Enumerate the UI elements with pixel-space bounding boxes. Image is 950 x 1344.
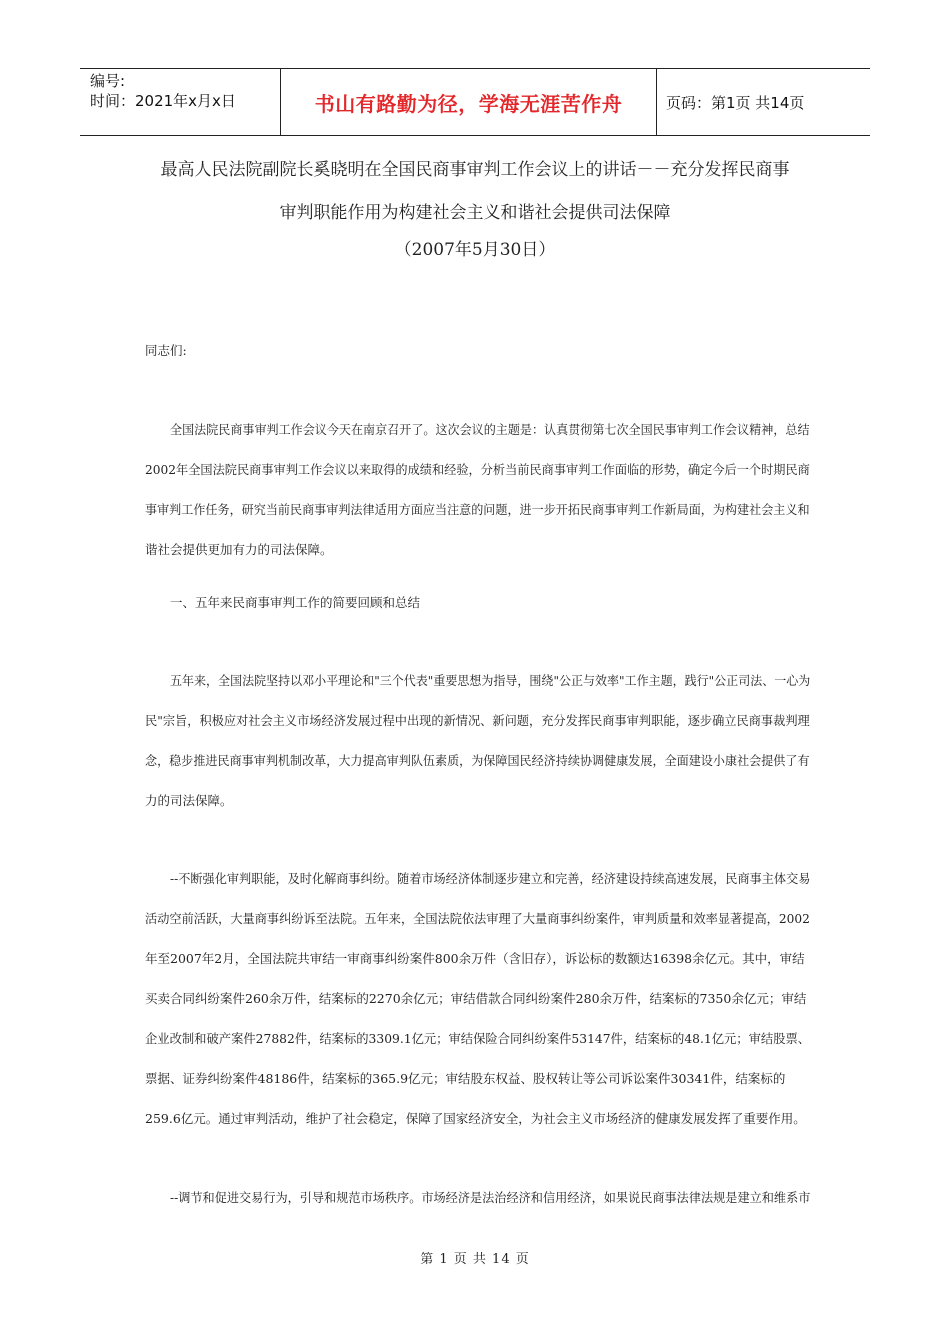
paragraph-3-line: 买卖合同纠纷案件260余万件，结案标的2270余亿元；审结借款合同纠纷案件280余万件，结案标的7350余亿元；审结 (145, 991, 807, 1006)
document-header (80, 68, 870, 136)
time-label: 时间：2021年x月x日 (90, 92, 236, 110)
paragraph-3-line: 票据、证券纠纷案件48186件，结案标的365.9亿元；审结股东权益、股权转让等公司诉讼案件30341件，结案标的 (145, 1071, 786, 1086)
title-line-2: 审判职能作用为构建社会主义和谐社会提供司法保障 (279, 203, 671, 223)
header-page-cell (657, 69, 870, 135)
paragraph-1-line: 事审判工作任务，研究当前民商事审判法律适用方面应当注意的问题，进一步开拓民商事审判工作新局面，为构建社会主义和 (145, 502, 810, 517)
paragraph-3-line: 活动空前活跃，大量商事纠纷诉至法院。五年来，全国法院依法审理了大量商事纠纷案件，审判质量和效率显著提高，2002 (145, 911, 810, 926)
salutation: 同志们: (145, 343, 187, 358)
paragraph-3-line: 企业改制和破产案件27882件，结案标的3309.1亿元；审结保险合同纠纷案件53147件，结案标的48.1亿元；审结股票、 (145, 1031, 811, 1046)
title-line-1: 最高人民法院副院长奚晓明在全国民商事审判工作会议上的讲话－－充分发挥民商事 (160, 160, 790, 180)
motto-text: 书山有路勤为径，学海无涯苦作舟 (314, 91, 623, 116)
section-heading-1: 一、五年来民商事审判工作的简要回顾和总结 (170, 595, 421, 610)
paragraph-3-line: 年至2007年2月，全国法院共审结一审商事纠纷案件800余万件（含旧存），诉讼标的数额达16398余亿元。其中，审结 (145, 951, 805, 966)
paragraph-1-line: 2002年全国法院民商事审判工作会议以来取得的成绩和经验，分析当前民商事审判工作面临的形势，确定今后一个时期民商 (145, 462, 810, 477)
paragraph-3-line: 259.6亿元。通过审判活动，维护了社会稳定，保障了国家经济安全，为社会主义市场经济的健康发展发挥了重要作用。 (145, 1111, 806, 1126)
paragraph-2-line: 五年来，全国法院坚持以邓小平理论和"三个代表"重要思想为指导，围绕"公正与效率"工作主题，践行"公正司法、一心为 (170, 673, 811, 688)
header-motto-cell (281, 69, 657, 135)
title-date: （2007年5月30日） (394, 240, 556, 260)
paragraph-3-line: --不断强化审判职能，及时化解商事纠纷。随着市场经济体制逐步建立和完善，经济建设持续高速发展，民商事主体交易 (170, 871, 811, 886)
paragraph-1-line: 全国法院民商事审判工作会议今天在南京召开了。这次会议的主题是：认真贯彻第七次全国民事审判工作会议精神，总结 (170, 422, 810, 437)
paragraph-2-line: 力的司法保障。 (145, 793, 233, 808)
header-meta-cell (80, 69, 281, 135)
page-footer: 第 1 页 共 14 页 (420, 1252, 530, 1267)
paragraph-4-line: --调节和促进交易行为，引导和规范市场秩序。市场经济是法治经济和信用经济，如果说民商事法律法规是建立和维系市 (170, 1190, 811, 1205)
paragraph-2-line: 民"宗旨，积极应对社会主义市场经济发展过程中出现的新情况、新问题，充分发挥民商事审判职能，逐步确立民商事裁判理 (145, 713, 810, 728)
page-code: 页码：第1页 共14页 (666, 93, 805, 112)
number-label: 编号: (90, 72, 126, 90)
paragraph-1-line: 谐社会提供更加有力的司法保障。 (145, 542, 333, 557)
paragraph-2-line: 念，稳步推进民商事审判机制改革，大力提高审判队伍素质，为保障国民经济持续协调健康发展，全面建设小康社会提供了有 (145, 753, 810, 768)
